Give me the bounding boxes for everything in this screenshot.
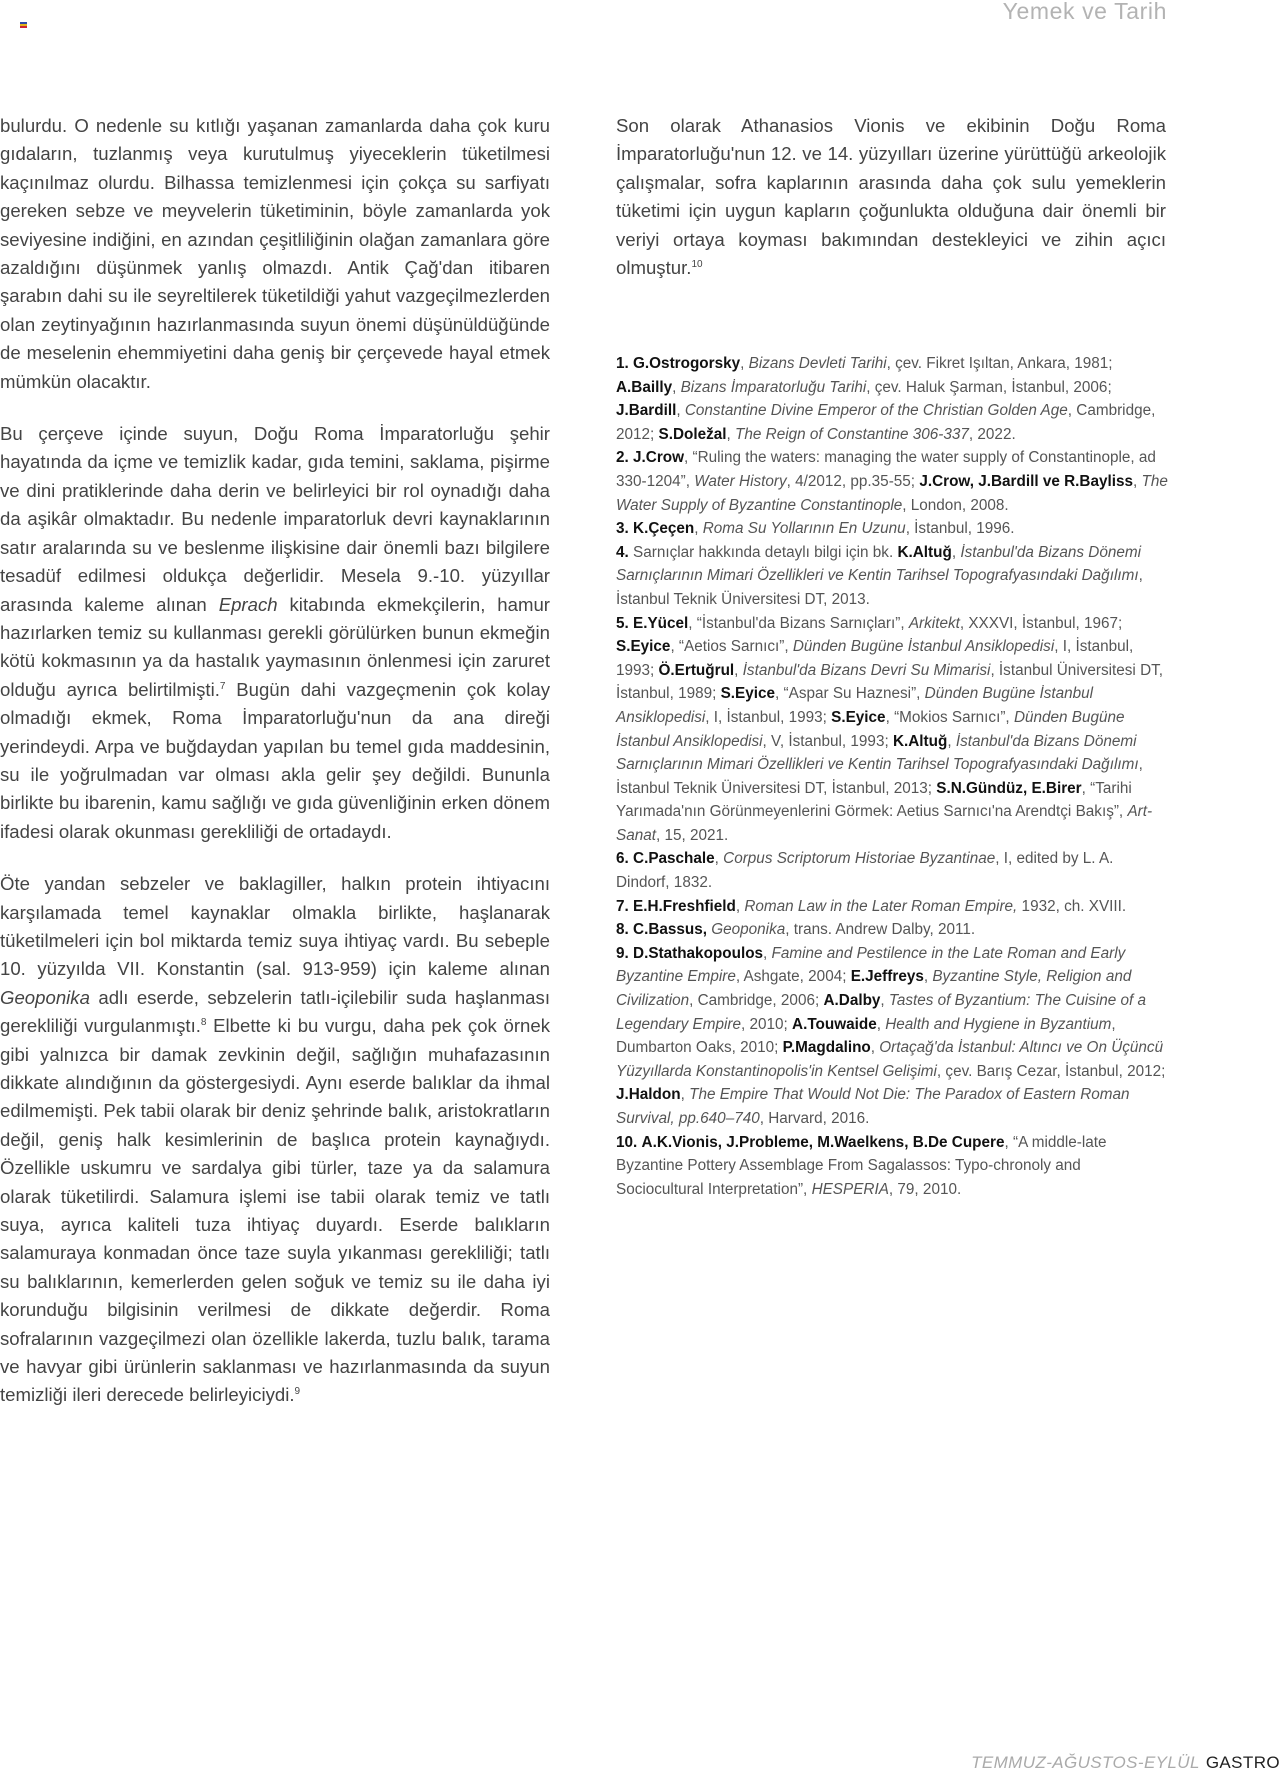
work-title: The Empire That Would Not Die: The Paradox of Eastern Roman Survival, pp.640–740	[616, 1086, 1130, 1127]
author-name: E.H.Freshfield	[633, 897, 736, 915]
footnote-text: , İstanbul Teknik Üniversitesi DT, 2013.	[616, 567, 1143, 608]
work-title: Constantine Divine Emperor of the Christian Golden Age	[684, 402, 1068, 420]
footnote-text: , XXXVI, İstanbul, 1967;	[959, 614, 1123, 632]
work-title: Roma Su Yollarının En Uzunu	[702, 520, 906, 538]
work-title: Geoponika	[711, 921, 786, 939]
work-title: Dünden Bugüne İstanbul Ansiklopedisi	[616, 708, 1125, 750]
footnote-text: ,	[735, 897, 745, 915]
footnote-ref: 8	[200, 1017, 207, 1028]
italic-title: Geoponika	[0, 986, 90, 1008]
author-name: C.Bassus,	[633, 921, 707, 939]
footnote-text: , 2022.	[968, 425, 1016, 443]
author-name: P.Magdalino	[782, 1039, 871, 1057]
work-title: The Reign of Constantine 306-337	[735, 425, 969, 443]
footnote-text: , Cambridge, 2012;	[616, 402, 1156, 443]
work-title: Art-Sanat	[616, 803, 1153, 844]
footnote-text: ,	[763, 944, 772, 962]
paragraph: Son olarak Athanasios Vionis ve ekibinin Doğu Roma İmparatorluğu'nun 12. ve 14. yüzyılları üzerine yürüttüğü arkeolojik çalışmalar, sofra kaplarının arasında daha çok sulu yemeklerin tüketimi için uygun kapların çoğunlukta olduğuna dair önemli bir veriyi ortaya koyması bakımından destekleyici ve zihin açıcı olmuştur.$^{10}$	[616, 115, 1166, 279]
footnote-text: , İstanbul Teknik Üniversitesi DT, İstanbul, 2013;	[616, 756, 1143, 797]
footnote-item	[616, 352, 1168, 446]
paragraph: bulurdu. O nedenle su kıtlığı yaşanan zamanlarda daha çok kuru gıdaların, tuzlanmış veya kurutulmuş yiyeceklerin tüketilmesi kaçınılmaz olurdu. Bilhassa temizlenmesi için çokça su sarfiyatı gereken sebze ve meyvelerin tüketiminin, böyle zamanlarda yok seviyesine indiğini, en azından çeşitliliğinin olağan zamanlara göre azaldığını düşünmek yanlış olmazdı. Antik Çağ'dan itibaren şarabın dahi su ile seyreltilerek tüketildiği yahut vazgeçilmezlerden olan zeytinyağının hazırlanmasında suyun önemi düşünüldüğünde de meselenin ehemmiyetini daha geniş bir çerçevede hayal etmek mümkün olacaktır.	[0, 115, 550, 392]
footnote-text: , Dumbarton Oaks, 2010;	[616, 1015, 1116, 1057]
left-text-column	[0, 112, 550, 1434]
footnote-text: ,	[726, 425, 736, 443]
footnote-text: , I, İstanbul, 1993;	[705, 708, 832, 726]
author-name: C.Paschale	[633, 850, 715, 868]
footnote-text: , 15, 2021.	[655, 826, 729, 844]
author-name: E.Jeffreys	[850, 968, 924, 986]
footnote-number: 6.	[616, 850, 629, 868]
author-name: S.Eyice	[720, 685, 776, 703]
author-name: A.Dalby	[823, 992, 881, 1010]
footnote-text: ,	[870, 1039, 880, 1057]
footnote-text: , Cambridge, 2006;	[689, 992, 824, 1010]
work-title: Arkitekt	[908, 614, 960, 632]
footnote-item	[616, 918, 1168, 942]
work-title: Famine and Pestilence in the Late Roman and Early Byzantine Empire	[616, 944, 1126, 986]
footnote-number: 7.	[616, 897, 629, 915]
work-title: İstanbul'da Bizans Dönemi Sarnıçlarının Mimari Özellikleri ve Kentin Tarihsel Topografyasındaki Dağılımı	[616, 732, 1139, 774]
footnote-item	[616, 517, 1168, 541]
author-name: J.Haldon	[616, 1086, 681, 1104]
footnote-item	[616, 895, 1168, 919]
footnote-text: , İstanbul, 1996.	[905, 520, 1015, 538]
work-title: Dünden Bugüne İstanbul Ansiklopedisi	[616, 685, 1094, 726]
footnote-text: ,	[694, 520, 703, 538]
footnote-text: ,	[876, 1015, 886, 1033]
magazine-name: GASTRO	[1205, 1753, 1280, 1772]
footnote-text: ,	[676, 402, 685, 420]
author-name: J.Crow	[633, 449, 685, 467]
footnote-text: ,	[880, 992, 889, 1010]
footnote-number: 1.	[616, 355, 629, 372]
footnote-text: , 2010;	[741, 1015, 793, 1033]
footnote-text: ,	[951, 543, 961, 561]
work-title: Dünden Bugüne İstanbul Ansiklopedisi	[792, 638, 1055, 656]
footnote-text: ,	[680, 1086, 690, 1104]
paragraph: Bu çerçeve içinde suyun, Doğu Roma İmparatorluğu şehir hayatında da içme ve temizlik kadar, gıda temini, saklama, pişirme ve dini pratiklerinde daha derin ve belirleyici bir rol oynadığı daha da aşikâr olmaktadır. Bu nedenle imparatorluk devri kaynaklarının satır aralarında su ve beslenme ilişkisine dair önemli bazı bilgilere tesadüf edilmesi oldukça değerlidir. Mesela 9.-10. yüzyıllar arasında kaleme alınan Eprach kitabında ekmekçilerin, hamur hazırlarken temiz su kullanması gerekli görülürken bunun ekmeğin kötü kokmasının ya da hastalık yaymasının önlenmesi için zaruret olduğu ayrıca belirtilmişti.$^7$ Bugün dahi vazgeçmenin çok kolay olmadığı ekmek, Roma İmparatorluğu'nun da ana direği yerindeydi. Arpa ve buğdaydan yapılan bu temel gıda maddesinin, su ile yoğrulmadan var olması akla gelir şey değildi. Bununla birlikte bu ibarenin, kamu sağlığı ve gıda güvenliğinin erken dönem ifadesi olarak okunması gerekliliği de ortadaydı.	[0, 423, 550, 842]
footnote-item	[616, 847, 1168, 894]
work-title: Bizans İmparatorluğu Tarihi	[680, 378, 867, 396]
footnotes-list	[616, 352, 1168, 1201]
right-text-column	[616, 112, 1166, 282]
footnote-text: ,	[734, 661, 743, 679]
footnote-text: , “İstanbul'da Bizans Sarnıçları”,	[688, 614, 909, 632]
author-name: J.Crow, J.Bardill ve R.Bayliss	[919, 472, 1133, 490]
work-title: Roman Law in the Later Roman Empire,	[744, 897, 1018, 915]
author-name: K.Çeçen	[633, 520, 695, 538]
running-header: Yemek ve Tarih	[1002, 0, 1167, 24]
footnote-ref: 9	[294, 1386, 301, 1398]
footnote-number: 5.	[616, 614, 629, 632]
footnote-text: , çev. Haluk Şarman, İstanbul, 2006;	[866, 378, 1112, 396]
footnote-text: , “Aspar Su Haznesi”,	[775, 685, 925, 703]
footnote-number: 10.	[616, 1133, 638, 1151]
work-title: HESPERIA	[811, 1180, 889, 1198]
work-title: İstanbul'da Bizans Dönemi Sarnıçlarının Mimari Özellikleri ve Kentin Tarihsel Topografyasındaki Dağılımı	[616, 543, 1141, 585]
footnote-text: ,	[1133, 472, 1142, 490]
issue-label: TEMMUZ-AĞUSTOS-EYLÜL	[971, 1753, 1200, 1772]
work-title: Tastes of Byzantium: The Cuisine of a Legendary Empire	[616, 992, 1146, 1033]
footnote-text: , çev. Fikret Işıltan, Ankara, 1981;	[886, 355, 1113, 372]
italic-title: Eprach	[218, 593, 278, 615]
footnote-text: , Ashgate, 2004;	[735, 968, 851, 986]
footnote-item	[616, 1131, 1168, 1202]
footnote-number: 9.	[616, 944, 629, 962]
footnote-text: , Harvard, 2016.	[759, 1110, 870, 1127]
footnote-text: , çev. Barış Cezar, İstanbul, 2012;	[936, 1062, 1166, 1080]
footnote-text: , İstanbul Üniversitesi DT, İstanbul, 1989;	[616, 661, 1164, 703]
author-name: J.Bardill	[616, 402, 677, 420]
footnote-text: ,	[923, 968, 933, 986]
footnote-text: , “Tarihi Yarımada'nın Görünmeyenlerini Görmek: Aetius Sarnıcı'na Arendtçi Bakış”,	[616, 779, 1132, 821]
work-title: Water History	[694, 472, 787, 490]
footnote-item	[616, 612, 1168, 848]
footnote-ref: 10	[691, 258, 703, 270]
work-title: Byzantine Style, Religion and Civilization	[616, 968, 1132, 1010]
footnote-number: 8.	[616, 921, 629, 939]
author-name: A.Bailly	[616, 378, 673, 396]
footnote-text: , 79, 2010.	[888, 1180, 962, 1198]
author-name: E.Yücel	[633, 614, 689, 632]
work-title: İstanbul'da Bizans Devri Su Mimarisi	[742, 661, 991, 679]
paragraph: Öte yandan sebzeler ve baklagiller, halkın protein ihtiyacını karşılamada temel kaynaklar olmakla birlikte, haşlanarak tüketilmeleri için bol miktarda temiz suya ihtiyaç vardı. Bu sebeple 10. yüzyılda VII. Konstantin (sal. 913-959) için kaleme alınan Geoponika adlı eserde, sebzelerin tatlı-içilebilir suda haşlanması gerekliliği vurgulanmıştı.$^8$ Elbette ki bu vurgu, daha pek çok örnek gibi yalnızca bir damak zevkinin değil, sağlığın muhafazasının dikkate alındığının da göstergesiydi. Aynı eserde balıklar da ihmal edilmemişti. Pek tabii olarak bir deniz şehrinde balık, aristokratların değil, geniş halk kesimlerinin de başlıca protein kaynağıydı. Özellikle uskumru ve sardalya gibi türler, taze ya da salamura olarak tüketilirdi. Salamura işlemi ise tabii olarak temiz ve tatlı suya, ayrıca kaliteli tuza ihtiyaç duyardı. Eserde balıkların salamuraya konmadan önce taze suyla yıkanması gerekliliği; tatlı su balıklarının, kemerlerden gelen soğuk ve temiz su ile daha iyi korunduğu bilgisinin verilmesi de dikkate değerdir. Roma sofralarının vazgeçilmezi olan özellikle lakerda, tuzlu balık, tarama ve havyar gibi ürünlerin saklanması ve hazırlanmasında da suyun temizliği ileri derecede belirleyiciydi.$^9$	[0, 873, 550, 1406]
footnote-text: Sarnıçlar hakkında detaylı bilgi için bk.	[633, 543, 898, 561]
page-footer	[971, 1753, 1280, 1773]
footnote-text: , V, İstanbul, 1993;	[762, 732, 893, 750]
author-name: G.Ostrogorsky	[633, 355, 741, 372]
footnote-text: , “A middle-late Byzantine Pottery Assemblage From Sagalassos: Typo-chronoly and Sociocultural Interpretation”,	[616, 1133, 1107, 1198]
author-name: A.K.Vionis, J.Probleme, M.Waelkens, B.De Cupere	[641, 1133, 1005, 1151]
footnote-item	[616, 446, 1168, 517]
footnote-number: 2.	[616, 449, 629, 467]
footnote-text: , “Mokios Sarnıcı”,	[885, 708, 1014, 726]
footnote-item	[616, 942, 1168, 1131]
author-name: D.Stathakopoulos	[633, 944, 764, 962]
footnote-text: ,	[714, 850, 724, 868]
footnote-text: , London, 2008.	[902, 496, 1009, 514]
footnote-text: , “Aetios Sarnıcı”,	[670, 638, 793, 656]
footnote-text: ,	[672, 378, 681, 396]
footnote-item	[616, 541, 1168, 612]
work-title: The Water Supply of Byzantine Constantinople	[616, 472, 1168, 514]
footnote-text: , “Ruling the waters: managing the water supply of Constantinople, ad 330-1204”,	[616, 449, 1156, 490]
work-title: Corpus Scriptorum Historiae Byzantinae	[723, 850, 996, 868]
footnote-text: 1932, ch. XVIII.	[1017, 897, 1127, 915]
footnote-text: , I, edited by L. A. Dindorf, 1832.	[616, 850, 1114, 892]
footnote-text: , I, İstanbul, 1993;	[616, 638, 1134, 679]
author-name: S.N.Gündüz, E.Birer	[936, 779, 1082, 797]
work-title: Bizans Devleti Tarihi	[748, 355, 887, 372]
author-name: A.Touwaide	[792, 1015, 877, 1033]
author-name: S.Doležal	[658, 425, 727, 443]
footnote-text: , trans. Andrew Dalby, 2011.	[785, 921, 976, 939]
author-name: Ö.Ertuğrul	[658, 661, 735, 679]
author-name: K.Altuğ	[892, 732, 948, 750]
footnote-number: 3.	[616, 520, 629, 538]
footnote-ref: 7	[219, 680, 226, 692]
work-title: Ortaçağ'da İstanbul: Altıncı ve On Üçüncü Yüzyıllarda Konstantinopolis'in Kentsel Gelişimi	[616, 1039, 1164, 1080]
work-title: Health and Hygiene in Byzantium	[885, 1015, 1112, 1033]
flag-icon	[20, 22, 27, 28]
author-name: S.Eyice	[831, 708, 886, 726]
footnote-text: ,	[740, 355, 749, 372]
author-name: K.Altuğ	[897, 543, 952, 561]
footnote-text: , 4/2012, pp.35-55;	[786, 472, 920, 490]
footnote-number: 4.	[616, 543, 629, 561]
footnote-text: ,	[947, 732, 956, 750]
author-name: S.Eyice	[616, 638, 671, 656]
